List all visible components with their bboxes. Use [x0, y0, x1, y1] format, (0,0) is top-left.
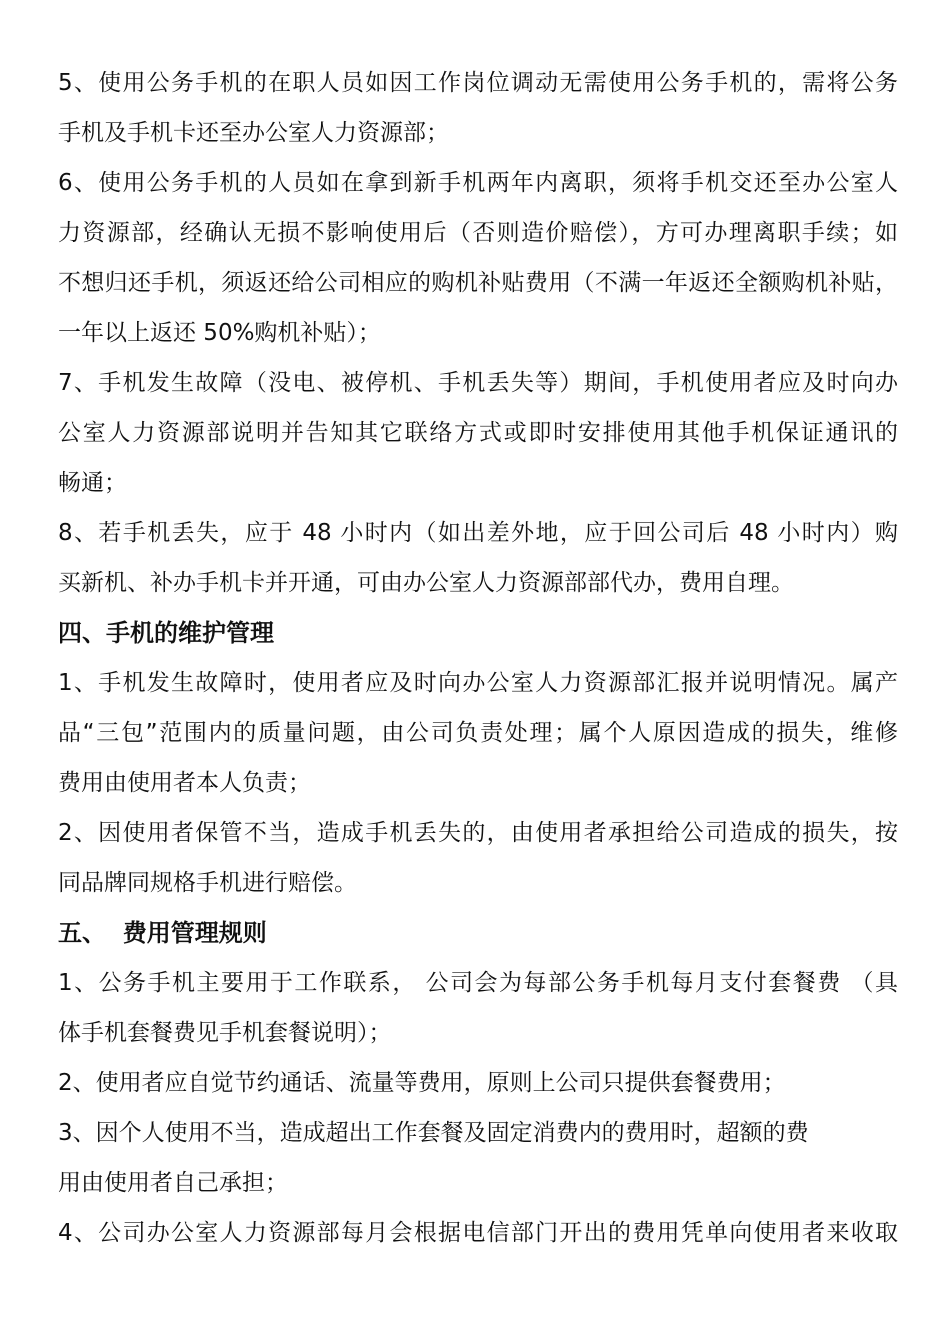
rule-6-line-4: 一年以上返还 50%购机补贴）； — [58, 320, 381, 346]
rule-6-line-2: 力资源部，经确认无损不影响使用后（否则造价赔偿），方可办理离职手续；如 — [58, 220, 898, 246]
maintenance-1-line-3: 费用由使用者本人负责； — [58, 770, 311, 796]
fee-3-line-1: 3、因个人使用不当，造成超出工作套餐及固定消费内的费用时，超额的费 — [58, 1120, 809, 1146]
rule-8-line-2: 买新机、补办手机卡并开通，可由办公室人力资源部部代办，费用自理。 — [58, 570, 794, 596]
rule-7-line-3: 畅通； — [58, 470, 127, 496]
rule-5-line-1: 5、使用公务手机的在职人员如因工作岗位调动无需使用公务手机的，需将公务 — [58, 70, 898, 96]
fee-2-line-1: 2、使用者应自觉节约通话、流量等费用，原则上公司只提供套餐费用； — [58, 1070, 786, 1096]
rule-5-line-2: 手机及手机卡还至办公室人力资源部； — [58, 120, 449, 146]
maintenance-2-line-1: 2、因使用者保管不当，造成手机丢失的，由使用者承担给公司造成的损失，按 — [58, 820, 898, 846]
section-5-heading: 五、 费用管理规则 — [58, 919, 267, 947]
fee-3-line-2: 用由使用者自己承担； — [58, 1170, 288, 1196]
document-page — [58, 58, 898, 1258]
rule-7-line-1: 7、手机发生故障（没电、被停机、手机丢失等）期间，手机使用者应及时向办 — [58, 370, 898, 396]
rule-6-line-3: 不想归还手机，须返还给公司相应的购机补贴费用（不满一年返还全额购机补贴， — [58, 270, 898, 296]
maintenance-1-line-2: 品“三包”范围内的质量问题，由公司负责处理；属个人原因造成的损失，维修 — [58, 720, 898, 746]
fee-1-line-2: 体手机套餐费见手机套餐说明）； — [58, 1020, 392, 1046]
section-4-heading: 四、手机的维护管理 — [58, 619, 274, 647]
fee-4-line-1: 4、公司办公室人力资源部每月会根据电信部门开出的费用凭单向使用者来收取 — [58, 1220, 898, 1246]
rule-7-line-2: 公室人力资源部说明并告知其它联络方式或即时安排使用其他手机保证通讯的 — [58, 420, 898, 446]
maintenance-2-line-2: 同品牌同规格手机进行赔偿。 — [58, 870, 357, 896]
rule-8-line-1: 8、若手机丢失，应于 48 小时内（如出差外地，应于回公司后 48 小时内）购 — [58, 520, 898, 546]
fee-1-line-1: 1、公务手机主要用于工作联系， 公司会为每部公务手机每月支付套餐费 （具 — [58, 970, 898, 996]
rule-6-line-1: 6、使用公务手机的人员如在拿到新手机两年内离职，须将手机交还至办公室人 — [58, 170, 898, 196]
maintenance-1-line-1: 1、手机发生故障时，使用者应及时向办公室人力资源部汇报并说明情况。属产 — [58, 670, 898, 696]
